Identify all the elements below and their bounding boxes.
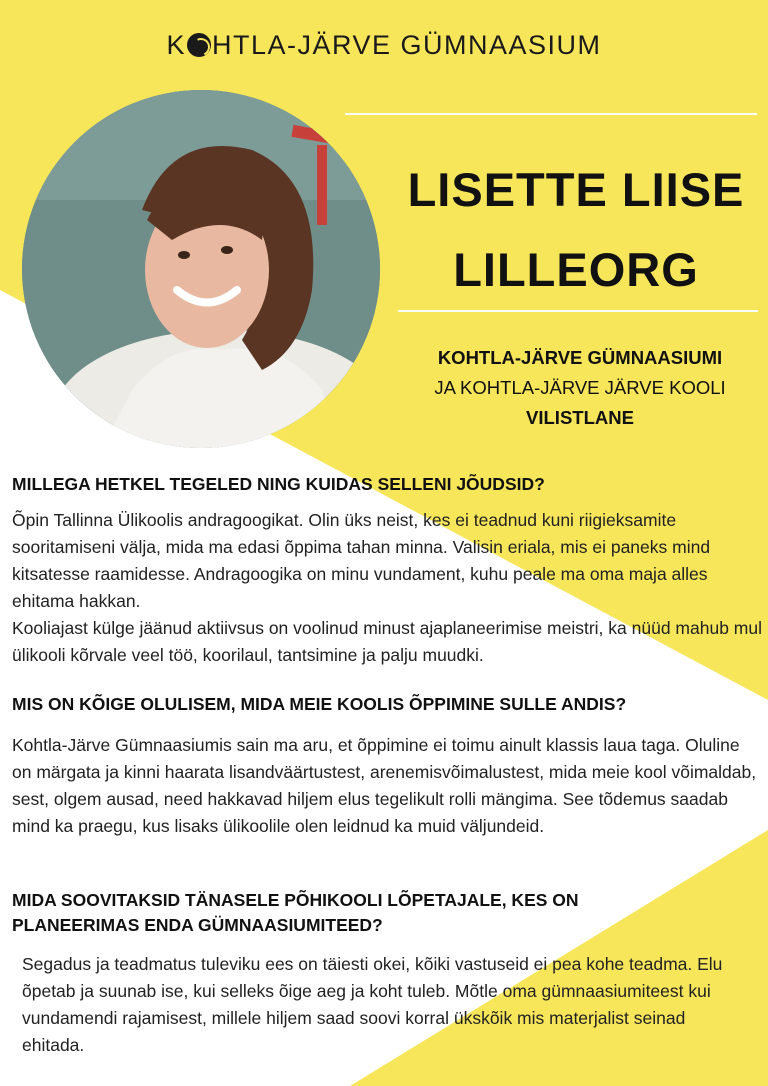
role-line-1: KOHTLA-JÄRVE GÜMNAASIUMI xyxy=(437,347,723,368)
question-3: MIDA SOOVITAKSID TÄNASELE PÕHIKOOLI LÕPETAJALE, KES ON PLANEERIMAS ENDA GÜMNAASIUMITEED? xyxy=(12,890,579,935)
person-name xyxy=(386,150,766,310)
answer-2-paragraph-1: Kohtla-Järve Gümnaasiumis sain ma aru, et õppimine ei toimu ainult klassis laua taga. Oluline on märgata ja kinni haarata lisandväärtustest, arenemisvõimalustest, mida meie kool võimaldab, sest, olgem ausad, need hakkavad hiljem elus tegelikult rolli mängima. See tõdemus saadab mind ka praegu, kus lisaks ülikoolile olen leidnud ka muid väljundeid. xyxy=(12,735,757,836)
portrait-photo xyxy=(22,90,380,448)
name-divider xyxy=(398,310,758,312)
portrait-illustration xyxy=(22,90,380,448)
answer-3 xyxy=(22,951,752,1059)
top-divider xyxy=(345,113,757,115)
person-role xyxy=(400,343,760,433)
answer-1 xyxy=(12,507,762,669)
role-line-3: VILISTLANE xyxy=(526,407,634,428)
answer-1-paragraph-1: Õpin Tallinna Ülikoolis andragoogikat. Olin üks neist, kes ei teadnud kuni riigieksamite sooritamiseni välja, mida ma edasi õppima tahan minna. Valisin eriala, mis ei paneks mind kitsatesse raamidesse. Andragoogika on minu vundament, kuhu peale ma oma maja alles ehitama hakkan. xyxy=(12,510,711,611)
role-line-2: JA KOHTLA-JÄRVE JÄRVE KOOLI xyxy=(434,377,726,398)
header-title-start: K xyxy=(166,30,186,60)
question-1: MILLEGA HETKEL TEGELED NING KUIDAS SELLENI JÕUDSID? xyxy=(12,474,545,494)
header-title-end: HTLA-JÄRVE GÜMNAASIUM xyxy=(211,30,602,60)
question-2: MIS ON KÕIGE OLULISEM, MIDA MEIE KOOLIS ÕPPIMINE SULLE ANDIS? xyxy=(12,694,627,714)
person-name-line-2: LILLEORG xyxy=(453,243,699,296)
school-header xyxy=(0,30,768,61)
answer-2 xyxy=(12,732,762,840)
school-logo-icon xyxy=(187,33,211,57)
answer-3-paragraph-1: Segadus ja teadmatus tuleviku ees on täiesti okei, kõiki vastuseid ei pea kohe teadma. Elu õpetab ja suunab ise, kui selleks õige aeg ja koht tuleb. Mõtle oma gümnaasiumiteest kui vundamendi rajamisest, millele hiljem saad soovi korral ükskõik mis materjalist seinad ehitada. xyxy=(22,954,723,1055)
person-name-line-1: LISETTE LIISE xyxy=(407,163,745,216)
answer-1-paragraph-2: Kooliajast külge jäänud aktiivsus on voolinud minust ajaplaneerimise meistri, ka nüüd mahub mul ülikooli kõrvale veel töö, koorilaul, tantsimine ja palju muudki. xyxy=(12,618,762,665)
